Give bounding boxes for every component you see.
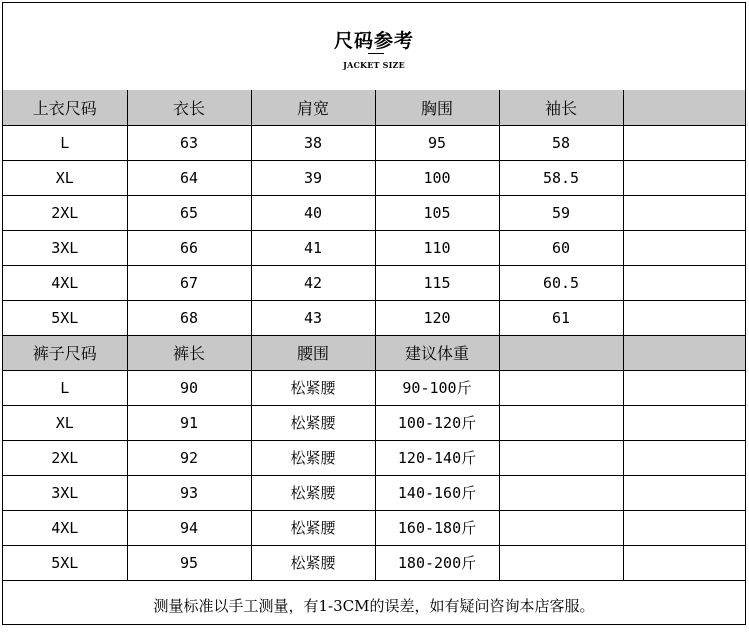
table-cell: 43 (251, 300, 375, 335)
column-header (623, 335, 745, 370)
size-chart (2, 2, 746, 625)
jacket-row (3, 265, 745, 300)
column-header: 上衣尺码 (3, 90, 127, 125)
jacket-row (3, 230, 745, 265)
table-cell: 67 (127, 265, 251, 300)
table-cell (623, 545, 745, 580)
table-cell: 3XL (3, 230, 127, 265)
title-divider (368, 53, 384, 54)
table-cell: 160-180斤 (375, 510, 499, 545)
table-cell: 180-200斤 (375, 545, 499, 580)
table-cell: 59 (499, 195, 623, 230)
table-cell (623, 370, 745, 405)
table-cell: 松紧腰 (251, 510, 375, 545)
table-cell: 5XL (3, 300, 127, 335)
table-cell: 110 (375, 230, 499, 265)
pants-row (3, 545, 745, 580)
table-cell: XL (3, 160, 127, 195)
table-cell: 58.5 (499, 160, 623, 195)
table-cell: 3XL (3, 475, 127, 510)
pants-row (3, 510, 745, 545)
jacket-row (3, 195, 745, 230)
table-cell: 5XL (3, 545, 127, 580)
table-cell: 41 (251, 230, 375, 265)
table-cell: 90-100斤 (375, 370, 499, 405)
table-cell: XL (3, 405, 127, 440)
table-cell: 2XL (3, 195, 127, 230)
column-header: 建议体重 (375, 335, 499, 370)
table-cell: 92 (127, 440, 251, 475)
table-cell (623, 300, 745, 335)
table-cell (499, 440, 623, 475)
column-header: 衣长 (127, 90, 251, 125)
table-cell (623, 440, 745, 475)
table-cell: 松紧腰 (251, 440, 375, 475)
table-cell: 松紧腰 (251, 545, 375, 580)
size-table (3, 90, 745, 581)
table-cell (623, 265, 745, 300)
table-cell: 91 (127, 405, 251, 440)
column-header: 腰围 (251, 335, 375, 370)
table-cell: 66 (127, 230, 251, 265)
table-cell: 100 (375, 160, 499, 195)
table-cell (499, 370, 623, 405)
column-header: 裤子尺码 (3, 335, 127, 370)
table-cell: L (3, 370, 127, 405)
table-cell: 42 (251, 265, 375, 300)
table-cell: 120 (375, 300, 499, 335)
column-header (499, 335, 623, 370)
table-cell (623, 125, 745, 160)
jacket-row (3, 125, 745, 160)
table-cell: 65 (127, 195, 251, 230)
table-cell (499, 405, 623, 440)
column-header: 袖长 (499, 90, 623, 125)
table-cell (623, 195, 745, 230)
table-cell: 4XL (3, 510, 127, 545)
table-cell: 95 (375, 125, 499, 160)
pants-row (3, 475, 745, 510)
measurement-note: 测量标准以手工测量，有1-3CM的误差，如有疑问咨询本店客服。 (153, 597, 595, 615)
chart-subtitle: JACKET SIZE (343, 60, 405, 70)
title-area (3, 3, 745, 91)
table-cell (623, 230, 745, 265)
pants-header-row (3, 335, 745, 370)
pants-row (3, 370, 745, 405)
pants-row (3, 440, 745, 475)
table-cell: 100-120斤 (375, 405, 499, 440)
table-cell: 60 (499, 230, 623, 265)
column-header: 裤长 (127, 335, 251, 370)
table-cell (623, 475, 745, 510)
column-header: 胸围 (375, 90, 499, 125)
table-cell: 60.5 (499, 265, 623, 300)
table-cell: 93 (127, 475, 251, 510)
table-cell (499, 545, 623, 580)
table-cell: 38 (251, 125, 375, 160)
table-cell: 61 (499, 300, 623, 335)
table-cell (499, 510, 623, 545)
table-cell: 90 (127, 370, 251, 405)
table-cell: 58 (499, 125, 623, 160)
table-cell: 39 (251, 160, 375, 195)
table-cell (623, 510, 745, 545)
table-cell (499, 475, 623, 510)
table-cell: 40 (251, 195, 375, 230)
chart-title: 尺码参考 (333, 30, 414, 52)
jacket-row (3, 300, 745, 335)
table-cell (623, 160, 745, 195)
table-cell: 63 (127, 125, 251, 160)
jacket-row (3, 160, 745, 195)
table-cell: 95 (127, 545, 251, 580)
pants-row (3, 405, 745, 440)
table-cell: 115 (375, 265, 499, 300)
table-cell: 2XL (3, 440, 127, 475)
table-cell: 94 (127, 510, 251, 545)
column-header (623, 90, 745, 125)
table-cell: 105 (375, 195, 499, 230)
table-cell: 松紧腰 (251, 370, 375, 405)
table-cell: 68 (127, 300, 251, 335)
table-cell: 4XL (3, 265, 127, 300)
table-cell: L (3, 125, 127, 160)
table-cell (623, 405, 745, 440)
table-cell: 64 (127, 160, 251, 195)
table-cell: 松紧腰 (251, 475, 375, 510)
table-cell: 120-140斤 (375, 440, 499, 475)
table-cell: 松紧腰 (251, 405, 375, 440)
jacket-header-row (3, 90, 745, 125)
table-cell: 140-160斤 (375, 475, 499, 510)
column-header: 肩宽 (251, 90, 375, 125)
